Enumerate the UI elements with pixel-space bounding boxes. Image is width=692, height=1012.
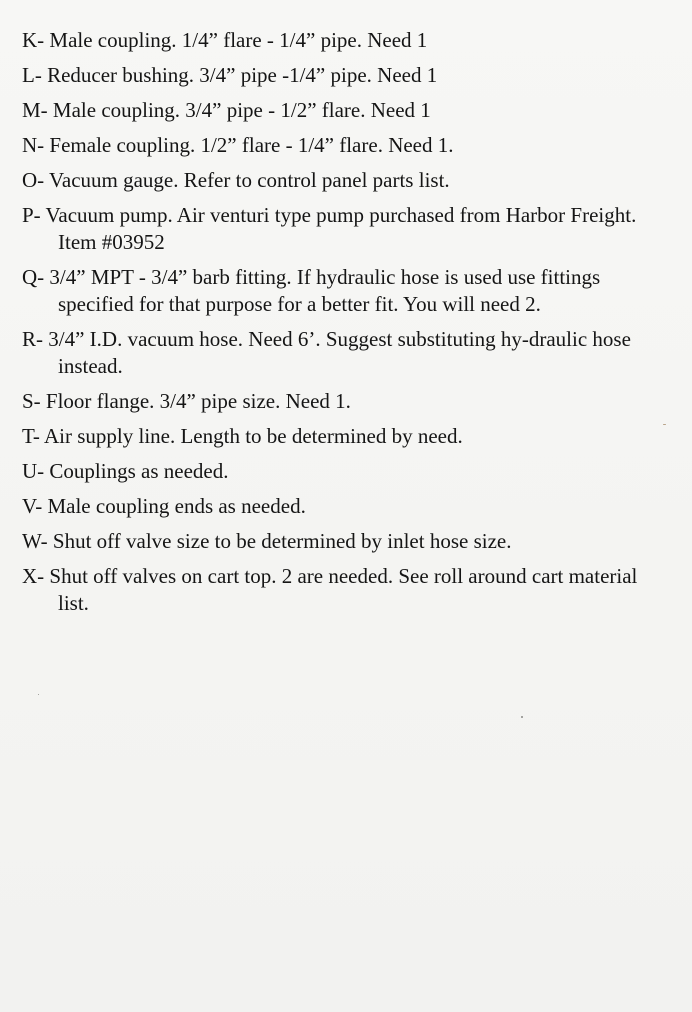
paper-speck (38, 694, 39, 695)
part-item-k: K- Male coupling. 1/4” flare - 1/4” pipe. Need 1 (22, 28, 428, 52)
part-item-x: X- Shut off valves on cart top. 2 are needed. See roll around cart material list. (22, 564, 638, 615)
part-item-m: M- Male coupling. 3/4” pipe - 1/2” flare. Need 1 (22, 98, 431, 122)
part-item-q: Q- 3/4” MPT - 3/4” barb fitting. If hydraulic hose is used use fittings specified for that purpose for a better fit. You will need 2. (22, 265, 601, 316)
part-item-n: N- Female coupling. 1/2” flare - 1/4” flare. Need 1. (22, 133, 454, 157)
part-item-u: U- Couplings as needed. (22, 459, 229, 483)
paper-speck (663, 424, 666, 425)
part-item-l: L- Reducer bushing. 3/4” pipe -1/4” pipe. Need 1 (22, 63, 438, 87)
part-item-w: W- Shut off valve size to be determined by inlet hose size. (22, 529, 512, 553)
part-item-p: P- Vacuum pump. Air venturi type pump purchased from Harbor Freight. Item #03952 (22, 203, 637, 254)
parts-list (22, 27, 662, 625)
part-item-o: O- Vacuum gauge. Refer to control panel parts list. (22, 168, 450, 192)
part-item-v: V- Male coupling ends as needed. (22, 494, 306, 518)
paper-speck (521, 716, 523, 718)
part-item-r: R- 3/4” I.D. vacuum hose. Need 6’. Suggest substituting hy-draulic hose instead. (22, 327, 631, 378)
part-item-t: T- Air supply line. Length to be determined by need. (22, 424, 463, 448)
part-item-s: S- Floor flange. 3/4” pipe size. Need 1. (22, 389, 351, 413)
